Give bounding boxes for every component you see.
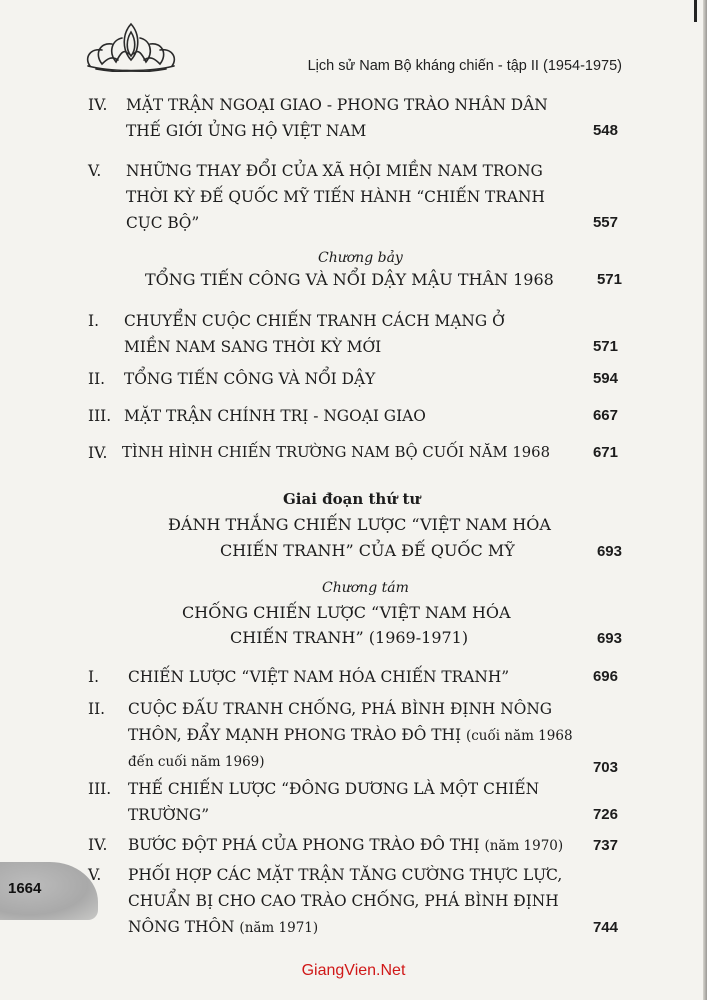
entry-page: 548 (592, 122, 618, 139)
entry-title-line: CHUYỂN CUỘC CHIẾN TRANH CÁCH MẠNG Ở (124, 312, 505, 330)
chapter-label: Chương bảy (318, 250, 403, 266)
entry-date-note: đến cuối năm 1969) (128, 754, 265, 770)
entry-number: IV. (88, 444, 108, 462)
entry-title-line: MẶT TRẬN NGOẠI GIAO - PHONG TRÀO NHÂN DÂN (126, 96, 548, 114)
entry-title-line: NHỮNG THAY ĐỔI CỦA XÃ HỘI MIỀN NAM TRONG (126, 162, 543, 180)
entry-page: 737 (592, 837, 618, 854)
entry-title-line: TÌNH HÌNH CHIẾN TRƯỜNG NAM BỘ CUỐI NĂM 1968 (122, 444, 550, 461)
entry-date-note: (cuối năm 1968 (465, 728, 573, 744)
entry-page: 571 (592, 338, 618, 355)
toc-entry (88, 776, 618, 828)
chapter-page: 693 (596, 630, 622, 647)
entry-number: II. (88, 700, 106, 718)
entry-number: I. (88, 668, 99, 686)
entry-title-line: CỤC BỘ” (126, 214, 200, 232)
toc-entry (88, 862, 618, 941)
entry-title-line: CHIẾN LƯỢC “VIỆT NAM HÓA CHIẾN TRANH” (128, 668, 510, 686)
entry-page: 703 (592, 759, 618, 776)
entry-title-line: PHỐI HỢP CÁC MẶT TRẬN TĂNG CƯỜNG THỰC LỰC, (128, 866, 563, 884)
page-number: 1664 (8, 880, 42, 897)
entry-number: II. (88, 370, 106, 388)
toc-entry (88, 664, 618, 690)
toc-entry (88, 696, 618, 775)
toc-entry (88, 158, 618, 236)
entry-number: I. (88, 312, 99, 330)
chapter-page: 571 (596, 271, 622, 288)
toc-entry (88, 366, 618, 392)
toc-entry (88, 832, 618, 859)
entry-number: III. (88, 780, 112, 798)
watermark: GiangVien.Net (301, 962, 406, 979)
entry-title-line: THẾ GIỚI ỦNG HỘ VIỆT NAM (126, 122, 367, 140)
entry-title-line: MẶT TRẬN CHÍNH TRỊ - NGOẠI GIAO (124, 407, 426, 425)
entry-page: 594 (592, 370, 618, 387)
entry-page: 726 (592, 806, 618, 823)
page-edge-mark (694, 0, 697, 22)
running-header: Lịch sử Nam Bộ kháng chiến - tập II (1954-1975) (307, 58, 622, 74)
entry-number: V. (88, 162, 102, 180)
entry-title-line: BƯỚC ĐỘT PHÁ CỦA PHONG TRÀO ĐÔ THỊ (128, 836, 480, 854)
entry-title-line: CUỘC ĐẤU TRANH CHỐNG, PHÁ BÌNH ĐỊNH NÔNG (128, 700, 553, 718)
toc-entry (88, 308, 618, 360)
toc-entry (88, 403, 618, 429)
stage-page: 693 (596, 543, 622, 560)
entry-page: 671 (592, 444, 618, 461)
entry-number: III. (88, 407, 112, 425)
stage-title-line: CHIẾN TRANH” CỦA ĐẾ QUỐC MỸ (220, 541, 515, 560)
chapter-title-line: CHỐNG CHIẾN LƯỢC “VIỆT NAM HÓA (182, 603, 511, 622)
entry-title-line: MIỀN NAM SANG THỜI KỲ MỚI (124, 338, 382, 356)
entry-title-line: NÔNG THÔN (128, 918, 235, 936)
entry-date-note: (năm 1971) (239, 920, 319, 936)
page-edge (703, 0, 707, 1000)
entry-title-line: THẾ CHIẾN LƯỢC “ĐÔNG DƯƠNG LÀ MỘT CHIẾN (128, 780, 540, 798)
entry-page: 667 (592, 407, 618, 424)
entry-title-line: CHUẨN BỊ CHO CAO TRÀO CHỐNG, PHÁ BÌNH ĐỊNH (128, 892, 559, 910)
stage-title-line: ĐÁNH THẮNG CHIẾN LƯỢC “VIỆT NAM HÓA (168, 515, 551, 534)
entry-title-line: TỔNG TIẾN CÔNG VÀ NỔI DẬY (124, 370, 376, 388)
chapter-label: Chương tám (322, 580, 409, 596)
entry-page: 557 (592, 214, 618, 231)
chapter-title: TỔNG TIẾN CÔNG VÀ NỔI DẬY MẬU THÂN 1968 (145, 270, 554, 289)
entry-title-line: TRƯỜNG” (128, 806, 210, 824)
toc-entry (88, 92, 618, 144)
entry-title-line: THỜI KỲ ĐẾ QUỐC MỸ TIẾN HÀNH “CHIẾN TRANH (126, 188, 545, 206)
entry-number: IV. (88, 96, 108, 114)
stage-label: Giai đoạn thứ tư (283, 490, 421, 508)
entry-date-note: (năm 1970) (484, 838, 564, 854)
chapter-title-line: CHIẾN TRANH” (1969-1971) (230, 628, 469, 647)
entry-page: 744 (592, 919, 618, 936)
entry-title-line: THÔN, ĐẨY MẠNH PHONG TRÀO ĐÔ THỊ (128, 726, 462, 744)
entry-page: 696 (592, 668, 618, 685)
toc-entry (88, 440, 618, 466)
lotus-ornament-icon (82, 20, 180, 72)
entry-number: V. (88, 866, 102, 884)
entry-number: IV. (88, 836, 108, 854)
